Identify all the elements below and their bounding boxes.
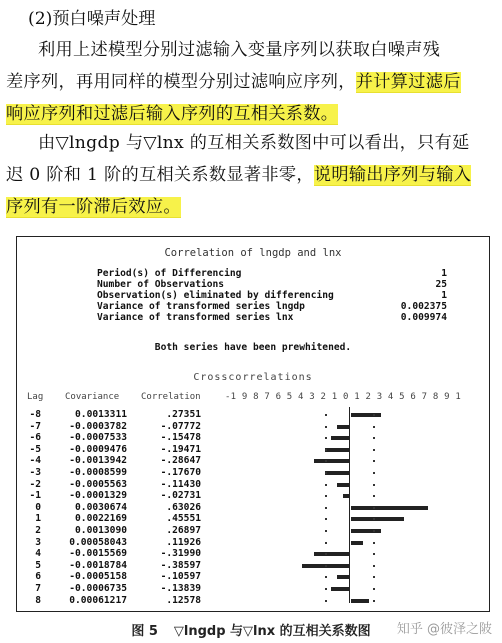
highlighted-text: 说明输出序列与输入 xyxy=(313,165,472,185)
std-error-dot xyxy=(373,565,375,567)
correlation-bar xyxy=(314,552,349,556)
std-error-dot xyxy=(325,460,327,462)
stat-label: Period(s) of Differencing xyxy=(97,268,242,279)
correlation-bar xyxy=(343,494,349,498)
correlation-bar xyxy=(351,413,381,417)
bar-area xyxy=(17,467,489,479)
covariance-cell: 0.00058043 xyxy=(69,536,127,548)
correlation-cell: .27351 xyxy=(166,409,201,420)
paragraph-2-line-1: 由▽lngdp 与▽lnx 的互相关系数图中可以看出，只有延 xyxy=(38,133,470,153)
std-error-dot xyxy=(373,449,375,451)
table-row xyxy=(17,479,489,491)
correlation-bar xyxy=(351,517,404,521)
correlation-bar xyxy=(325,448,349,452)
std-error-dot xyxy=(325,530,327,532)
std-error-dot xyxy=(373,553,375,555)
std-error-dot xyxy=(373,530,375,532)
std-error-dot xyxy=(325,437,327,439)
correlation-cell: -.11430 xyxy=(160,478,201,490)
bar-area xyxy=(17,525,489,537)
stat-value: 1 xyxy=(441,268,447,279)
covariance-cell: -0.0013942 xyxy=(69,455,127,467)
paragraph-1-line-2-text: 差序列，再用同样的模型分别过滤响应序列， xyxy=(6,72,356,92)
prewhitened-note: Both series have been prewhitened. xyxy=(154,342,352,353)
covariance-cell: -0.0006735 xyxy=(69,582,127,594)
std-error-dot xyxy=(373,576,375,578)
std-error-dot xyxy=(373,542,375,544)
stats-block xyxy=(97,268,447,323)
covariance-cell: -0.0018784 xyxy=(69,559,127,571)
std-error-dot xyxy=(325,449,327,451)
std-error-dot xyxy=(325,565,327,567)
stat-value: 0.002375 xyxy=(400,301,447,312)
correlation-cell: -.19471 xyxy=(160,443,201,455)
correlation-cell: .11926 xyxy=(166,536,201,548)
std-error-dot xyxy=(325,588,327,590)
covariance-cell: -0.0015569 xyxy=(69,548,127,560)
table-row xyxy=(17,490,489,502)
correlation-bar xyxy=(331,436,349,440)
correlation-cell: .12578 xyxy=(166,594,201,606)
bar-area xyxy=(17,513,489,525)
correlation-header: Correlation xyxy=(141,392,201,402)
std-error-dot xyxy=(373,600,375,602)
bar-area xyxy=(17,432,489,444)
figure-title: Correlation of lngdp and lnx xyxy=(164,247,342,259)
watermark: 知乎 @彼泽之陂 xyxy=(396,622,492,637)
caption-text: ▽lngdp 与▽lnx 的互相关系数图 xyxy=(173,624,371,639)
std-error-dot xyxy=(325,472,327,474)
bar-area xyxy=(17,479,489,491)
lag-cell: -1 xyxy=(29,490,41,502)
std-error-dot xyxy=(325,426,327,428)
table-row xyxy=(17,455,489,467)
std-error-dot xyxy=(325,600,327,602)
table-row xyxy=(17,595,489,607)
covariance-cell: -0.0009476 xyxy=(69,443,127,455)
correlation-bar xyxy=(331,587,349,591)
stat-row xyxy=(97,301,447,312)
stat-label: Number of Observations xyxy=(97,279,225,290)
correlation-cell: .45551 xyxy=(166,513,201,525)
correlation-bar xyxy=(351,506,428,510)
bar-area xyxy=(17,421,489,433)
table-row xyxy=(17,537,489,549)
correlation-cell: -.38597 xyxy=(160,559,201,571)
covariance-cell: 0.0022169 xyxy=(75,513,127,525)
bar-area xyxy=(17,595,489,607)
lag-cell: 6 xyxy=(35,571,41,583)
lag-cell: 5 xyxy=(35,559,41,571)
bar-area xyxy=(17,455,489,467)
correlation-bar xyxy=(337,575,349,579)
covariance-cell: 0.0013090 xyxy=(75,524,127,536)
bar-area xyxy=(17,571,489,583)
stat-value: 1 xyxy=(441,290,447,301)
std-error-dot xyxy=(373,426,375,428)
bar-area xyxy=(17,490,489,502)
std-error-dot xyxy=(325,414,327,416)
caption-number: 图 5 xyxy=(131,624,158,639)
correlation-cell: -.17670 xyxy=(160,466,201,478)
covariance-cell: 0.00061217 xyxy=(69,594,127,606)
correlation-bar xyxy=(351,599,369,603)
table-row xyxy=(17,560,489,572)
crosscorrelation-rows xyxy=(17,409,489,606)
covariance-cell: 0.0030674 xyxy=(75,501,127,513)
paragraph-2-line-2-text: 迟 0 阶和 1 阶的互相关系数显著非零， xyxy=(6,165,314,185)
lag-cell: 0 xyxy=(35,501,41,513)
bar-area xyxy=(17,444,489,456)
stat-row xyxy=(97,312,447,323)
highlighted-text: 并计算过滤后 xyxy=(355,72,461,92)
lag-cell: -2 xyxy=(29,478,41,490)
table-row xyxy=(17,548,489,560)
covariance-cell: -0.0001329 xyxy=(69,490,127,502)
stat-row xyxy=(97,279,447,290)
correlation-cell: -.28647 xyxy=(160,455,201,467)
lag-cell: 3 xyxy=(35,536,41,548)
correlation-cell: -.07772 xyxy=(160,420,201,432)
std-error-dot xyxy=(373,414,375,416)
std-error-dot xyxy=(325,507,327,509)
covariance-cell: -0.0005563 xyxy=(69,478,127,490)
lag-cell: 1 xyxy=(35,513,41,525)
scale-header: -1 9 8 7 6 5 4 3 2 1 0 1 2 3 4 5 6 7 8 9 1 xyxy=(225,392,461,402)
highlighted-text: 响应序列和过滤后输入序列的互相关系数。 xyxy=(6,104,339,124)
covariance-cell: -0.0007533 xyxy=(69,432,127,444)
crosscorrelations-title: Crosscorrelations xyxy=(193,372,313,383)
correlation-bar xyxy=(337,425,349,429)
correlation-cell: -.02731 xyxy=(160,490,201,502)
lag-cell: -8 xyxy=(29,409,41,420)
std-error-dot xyxy=(325,484,327,486)
stat-label: Variance of transformed series lnx xyxy=(97,312,294,323)
bar-area xyxy=(17,537,489,549)
correlation-bar xyxy=(325,471,349,475)
std-error-dot xyxy=(373,507,375,509)
std-error-dot xyxy=(325,518,327,520)
stat-label: Observation(s) eliminated by differencing xyxy=(97,290,334,301)
bar-area xyxy=(17,409,489,421)
covariance-cell: -0.0008599 xyxy=(69,466,127,478)
table-row xyxy=(17,571,489,583)
crosscorrelation-figure xyxy=(16,236,490,612)
table-row xyxy=(17,432,489,444)
std-error-dot xyxy=(325,542,327,544)
lag-cell: -5 xyxy=(29,443,41,455)
table-row xyxy=(17,513,489,525)
std-error-dot xyxy=(373,460,375,462)
table-row xyxy=(17,525,489,537)
correlation-bar xyxy=(351,529,381,533)
std-error-dot xyxy=(373,472,375,474)
stat-value: 25 xyxy=(435,279,447,290)
stat-value: 0.009974 xyxy=(400,312,447,323)
correlation-cell: -.13839 xyxy=(160,582,201,594)
covariance-cell: -0.0005158 xyxy=(69,571,127,583)
lag-cell: 7 xyxy=(35,582,41,594)
paragraph-1-line-2 xyxy=(6,66,461,98)
std-error-dot xyxy=(373,437,375,439)
bar-area xyxy=(17,583,489,595)
bar-area xyxy=(17,502,489,514)
lag-cell: -3 xyxy=(29,466,41,478)
std-error-dot xyxy=(373,518,375,520)
lag-cell: -4 xyxy=(29,455,41,467)
highlighted-text: 序列有一阶滞后效应。 xyxy=(6,197,181,217)
std-error-dot xyxy=(373,484,375,486)
lag-header: Lag xyxy=(27,392,44,402)
std-error-dot xyxy=(325,576,327,578)
bar-area xyxy=(17,548,489,560)
lag-cell: -6 xyxy=(29,432,41,444)
correlation-bar xyxy=(337,483,349,487)
paragraph-2-line-3 xyxy=(6,191,181,223)
stat-row xyxy=(97,268,447,279)
section-heading: (2)预白噪声处理 xyxy=(28,9,156,29)
correlation-cell: .63026 xyxy=(166,501,201,513)
table-row xyxy=(17,583,489,595)
correlation-cell: .26897 xyxy=(166,524,201,536)
paragraph-2-line-2 xyxy=(6,159,471,191)
std-error-dot xyxy=(325,495,327,497)
lag-cell: 2 xyxy=(35,524,41,536)
table-row xyxy=(17,421,489,433)
correlation-bar xyxy=(314,459,349,463)
stat-row xyxy=(97,290,447,301)
paragraph-1-line-3 xyxy=(6,98,338,130)
correlation-cell: -.10597 xyxy=(160,571,201,583)
paragraph-1-line-1: 利用上述模型分别过滤输入变量序列以获取白噪声残 xyxy=(38,40,441,60)
lag-cell: 8 xyxy=(35,594,41,606)
std-error-dot xyxy=(373,495,375,497)
std-error-dot xyxy=(325,553,327,555)
covariance-header: Covariance xyxy=(65,392,120,402)
table-row xyxy=(17,467,489,479)
table-row xyxy=(17,444,489,456)
bar-area xyxy=(17,560,489,572)
table-row xyxy=(17,409,489,421)
table-row xyxy=(17,502,489,514)
covariance-cell: 0.0013311 xyxy=(75,409,127,420)
correlation-cell: -.15478 xyxy=(160,432,201,444)
lag-cell: -7 xyxy=(29,420,41,432)
std-error-dot xyxy=(373,588,375,590)
stat-label: Variance of transformed series lngdp xyxy=(97,301,305,312)
correlation-cell: -.31990 xyxy=(160,548,201,560)
covariance-cell: -0.0003782 xyxy=(69,420,127,432)
correlation-bar xyxy=(351,541,363,545)
lag-cell: 4 xyxy=(35,548,41,560)
